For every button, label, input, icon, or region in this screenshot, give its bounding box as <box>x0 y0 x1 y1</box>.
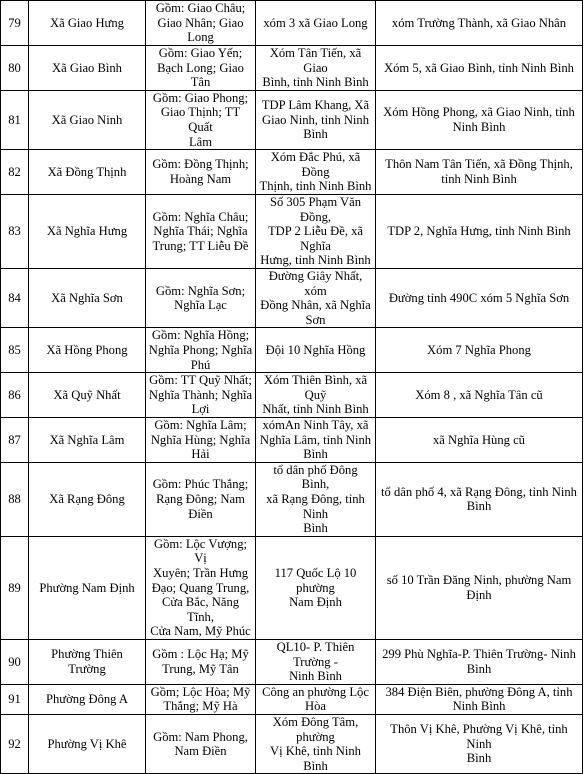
cell-alt: Thôn Vị Khê, Phường Vị Khê, tỉnh Ninh Bình <box>376 714 583 773</box>
cell-unit-name: Xã Giao Ninh <box>29 90 146 149</box>
cell-includes: Gồm: Nghĩa Hồng; Nghĩa Phong; Nghĩa Phú <box>146 328 256 373</box>
cell-alt: Xóm 8 , xã Nghĩa Tân cũ <box>376 373 583 418</box>
cell-includes: Gồm; Lộc Hòa; Mỹ Thắng; Mỹ Hà <box>146 684 256 714</box>
cell-alt: Xóm 5, xã Giao Bình, tỉnh Ninh Bình <box>376 46 583 91</box>
cell-stt: 81 <box>1 90 29 149</box>
cell-includes: Gồm: Đồng Thịnh; Hoàng Nam <box>146 150 256 195</box>
table-row <box>1 714 583 773</box>
cell-includes: Gồm: Phúc Thắng; Rạng Đông; Nam Điền <box>146 462 256 536</box>
cell-stt: 87 <box>1 418 29 463</box>
cell-includes: Gồm: Giao Châu; Giao Nhân; Giao Long <box>146 1 256 46</box>
table-row <box>1 90 583 149</box>
cell-hq: Xóm Đắc Phú, xã Đồng Thịnh, tỉnh Ninh Bình <box>256 150 376 195</box>
cell-includes: Gồm: Lộc Vượng; Vị Xuyên; Trần Hưng Đạo; Quang Trung, Cửa Bắc, Năng Tĩnh, Cửa Nam, Mỹ Phúc <box>146 536 256 639</box>
cell-unit-name: Xã Giao Bình <box>29 46 146 91</box>
cell-alt: Xóm Hồng Phong, xã Giao Ninh, tỉnh Ninh Bình <box>376 90 583 149</box>
table-row <box>1 194 583 268</box>
cell-unit-name: Phường Thiên Trường <box>29 639 146 684</box>
cell-unit-name: Xã Nghĩa Lâm <box>29 418 146 463</box>
table-row <box>1 373 583 418</box>
table-row <box>1 639 583 684</box>
cell-unit-name: Phường Đông A <box>29 684 146 714</box>
cell-alt: 384 Điện Biên, phường Đông A, tỉnh Ninh Bình <box>376 684 583 714</box>
cell-unit-name: Phường Vị Khê <box>29 714 146 773</box>
cell-alt: Xóm 7 Nghĩa Phong <box>376 328 583 373</box>
table-row <box>1 418 583 463</box>
cell-alt: số 10 Trần Đăng Ninh, phường Nam Định <box>376 536 583 639</box>
cell-alt: Đường tỉnh 490C xóm 5 Nghĩa Sơn <box>376 268 583 327</box>
cell-stt: 80 <box>1 46 29 91</box>
table-row <box>1 536 583 639</box>
cell-unit-name: Xã Quỹ Nhất <box>29 373 146 418</box>
cell-alt: Thôn Nam Tân Tiến, xã Đồng Thịnh, tỉnh Ninh Bình <box>376 150 583 195</box>
cell-stt: 90 <box>1 639 29 684</box>
table-row <box>1 268 583 327</box>
cell-hq: Số 305 Phạm Văn Đồng, TDP 2 Liễu Đề, xã Nghĩa Hưng, tỉnh Ninh Bình <box>256 194 376 268</box>
cell-includes: Gồm: Nghĩa Lâm; Nghĩa Hùng; Nghĩa Hải <box>146 418 256 463</box>
cell-stt: 82 <box>1 150 29 195</box>
cell-includes: Gồm: Giao Yến; Bạch Long; Giao Tân <box>146 46 256 91</box>
cell-unit-name: Xã Đồng Thịnh <box>29 150 146 195</box>
cell-stt: 83 <box>1 194 29 268</box>
cell-unit-name: Xã Nghĩa Hưng <box>29 194 146 268</box>
cell-hq: Đội 10 Nghĩa Hồng <box>256 328 376 373</box>
cell-hq: Công an phường Lộc Hòa <box>256 684 376 714</box>
table-row <box>1 328 583 373</box>
cell-hq: QL10- P. Thiên Trường - Ninh Bình <box>256 639 376 684</box>
cell-alt: xã Nghĩa Hùng cũ <box>376 418 583 463</box>
cell-hq: Đường Giây Nhất, xóm Đồng Nhân, xã Nghĩa Sơn <box>256 268 376 327</box>
cell-alt: TDP 2, Nghĩa Hưng, tỉnh Ninh Bình <box>376 194 583 268</box>
cell-stt: 88 <box>1 462 29 536</box>
cell-hq: Xóm Tân Tiến, xã Giao Bình, tỉnh Ninh Bình <box>256 46 376 91</box>
cell-alt: 299 Phù Nghĩa-P. Thiên Trường- Ninh Bình <box>376 639 583 684</box>
cell-stt: 79 <box>1 1 29 46</box>
cell-hq: 117 Quốc Lộ 10 phường Nam Định <box>256 536 376 639</box>
cell-unit-name: Xã Hồng Phong <box>29 328 146 373</box>
cell-stt: 92 <box>1 714 29 773</box>
cell-hq: TDP Lâm Khang, Xã Giao Ninh, tỉnh Ninh Bình <box>256 90 376 149</box>
table-row <box>1 150 583 195</box>
cell-alt: tổ dân phố 4, xã Rạng Đông, tỉnh Ninh Bình <box>376 462 583 536</box>
cell-includes: Gồm: TT Quỹ Nhất; Nghĩa Thành; Nghĩa Lợi <box>146 373 256 418</box>
cell-hq: Xóm Đông Tâm, phường Vị Khê, tỉnh Ninh Bình <box>256 714 376 773</box>
cell-includes: Gồm : Lộc Hạ; Mỹ Trung, Mỹ Tân <box>146 639 256 684</box>
ward-table-body <box>1 0 583 774</box>
cell-unit-name: Xã Nghĩa Sơn <box>29 268 146 327</box>
cell-unit-name: Xã Rạng Đông <box>29 462 146 536</box>
cell-stt: 91 <box>1 684 29 714</box>
cell-includes: Gồm: Nghĩa Châu; Nghĩa Thái; Nghĩa Trung; TT Liễu Đề <box>146 194 256 268</box>
cell-includes: Gồm: Giao Phong; Giao Thịnh; TT Quất Lâm <box>146 90 256 149</box>
table-row <box>1 1 583 46</box>
cell-hq: tổ dân phố Đông Bình, xã Rạng Đông, tỉnh Ninh Bình <box>256 462 376 536</box>
cell-hq: xóm 3 xã Giao Long <box>256 1 376 46</box>
table-row <box>1 46 583 91</box>
cell-stt: 89 <box>1 536 29 639</box>
cell-alt: xóm Trường Thành, xã Giao Nhân <box>376 1 583 46</box>
cell-stt: 86 <box>1 373 29 418</box>
cell-stt: 84 <box>1 268 29 327</box>
cell-includes: Gồm: Nghĩa Sơn; Nghĩa Lạc <box>146 268 256 327</box>
cell-stt: 85 <box>1 328 29 373</box>
cell-unit-name: Phường Nam Định <box>29 536 146 639</box>
cell-hq: xómAn Ninh Tây, xã Nghĩa Lâm, tỉnh Ninh Bình <box>256 418 376 463</box>
cell-unit-name: Xã Giao Hưng <box>29 1 146 46</box>
cell-hq: Xóm Thiên Bình, xã Quỹ Nhất, tỉnh Ninh Bình <box>256 373 376 418</box>
table-row <box>1 462 583 536</box>
table-row <box>1 684 583 714</box>
cell-includes: Gồm: Nam Phong, Nam Điền <box>146 714 256 773</box>
